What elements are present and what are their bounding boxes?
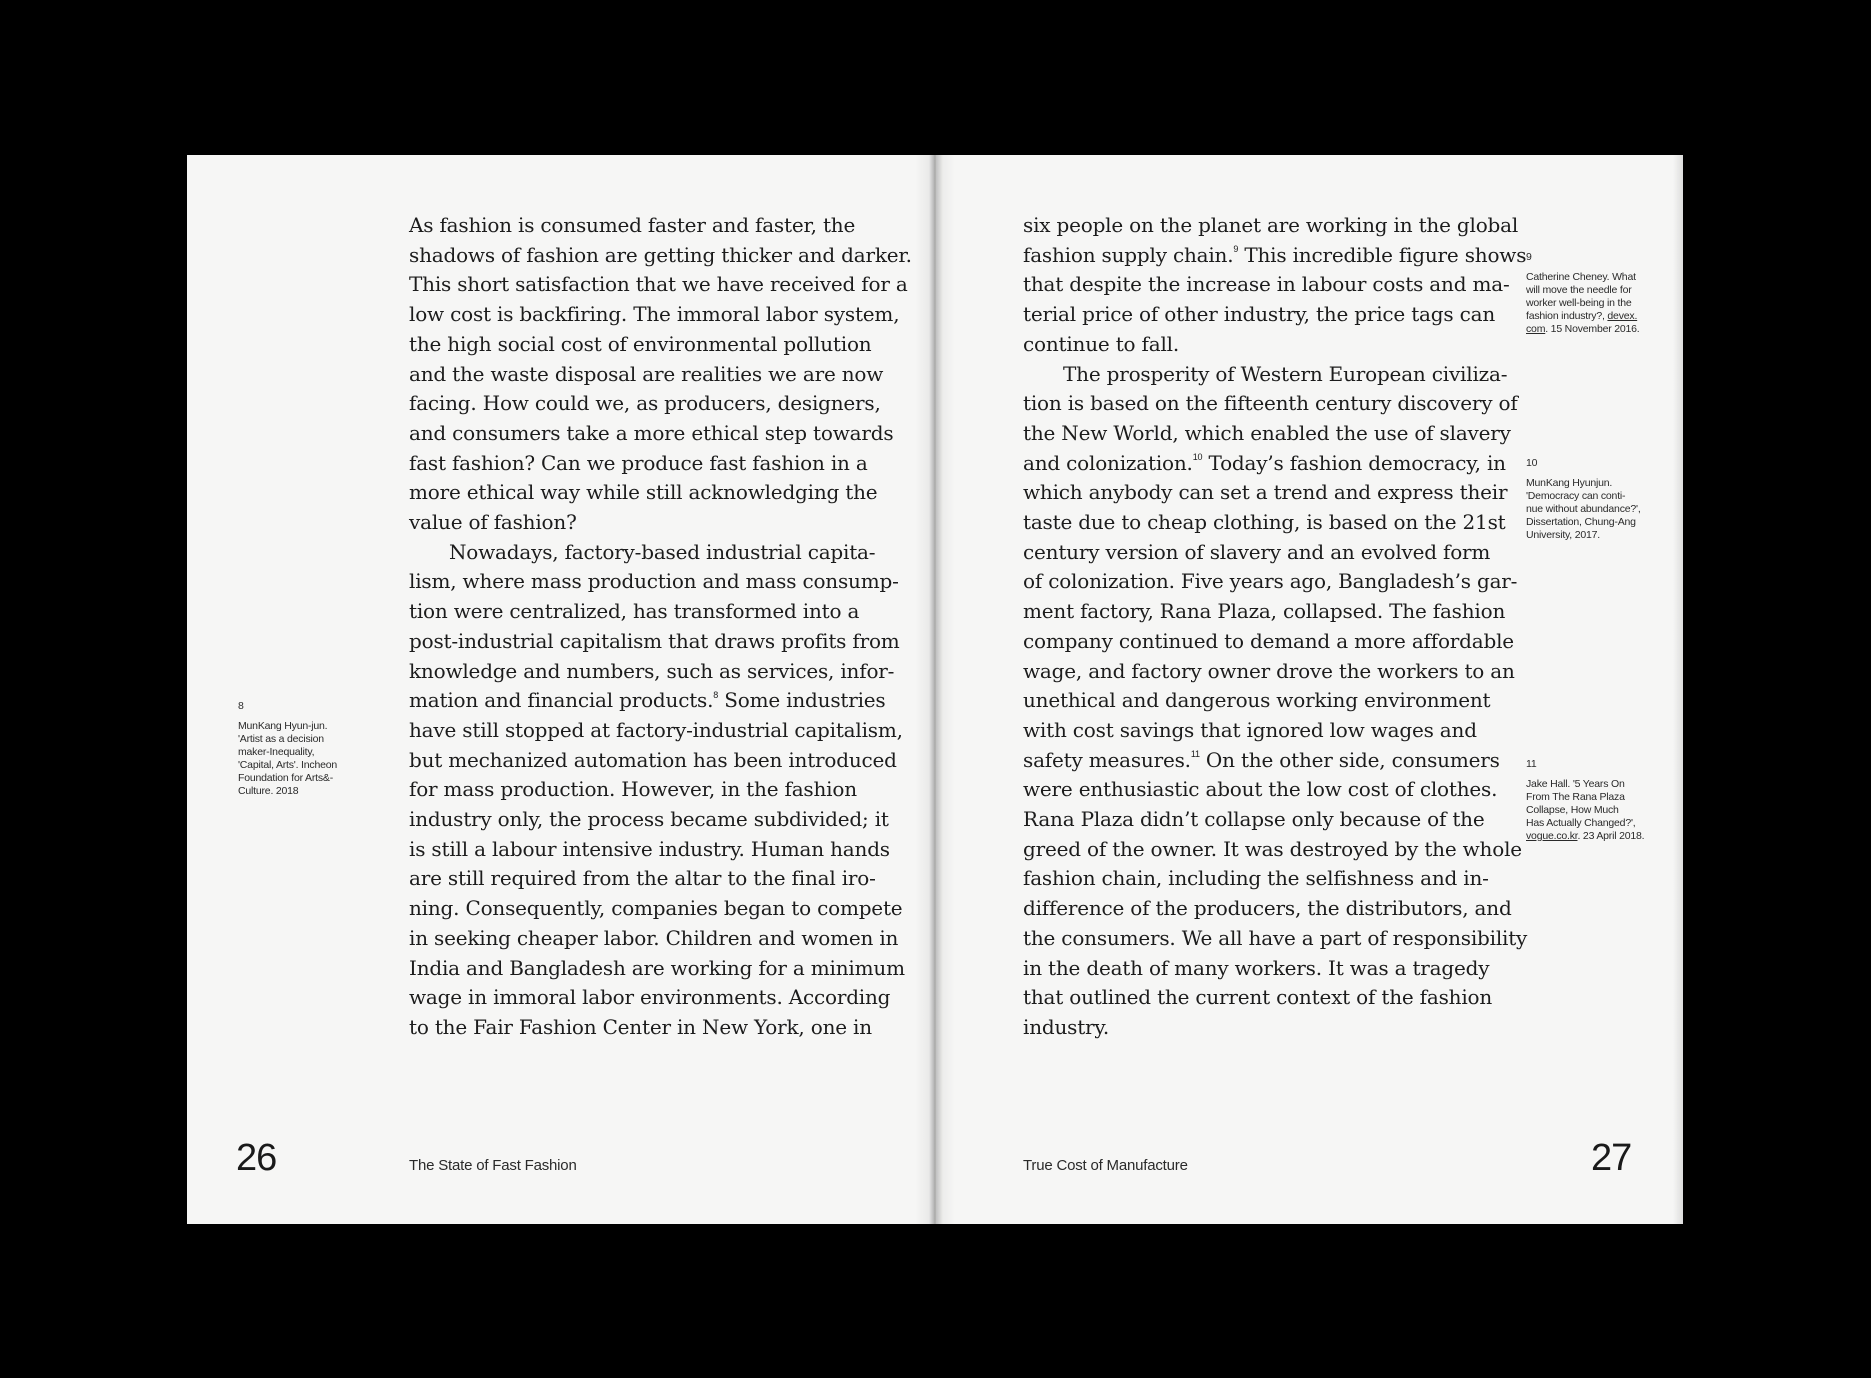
sidenote-line: Culture. 2018 <box>238 785 299 797</box>
text-line: unethical and dangerous working environment <box>1023 688 1491 713</box>
text-line: industry. <box>1023 1014 1110 1039</box>
source-link-devex[interactable]: devex. <box>1607 310 1638 322</box>
sidenote-line: worker well-being in the <box>1526 297 1632 309</box>
text-line: continue to fall. <box>1023 331 1180 356</box>
text-segment: This incredible figure shows <box>1238 242 1527 267</box>
page-number-right: 27 <box>1591 1137 1632 1179</box>
footnote-marker-8: 8 <box>713 689 719 700</box>
text-line: value of fashion? <box>409 510 577 535</box>
paragraph-1 <box>409 211 912 538</box>
text-line: of colonization. Five years ago, Bangladesh’s gar- <box>1023 569 1518 594</box>
text-line: company continued to demand a more affordable <box>1023 628 1514 653</box>
text-line: This short satisfaction that we have received for a <box>409 272 908 297</box>
text-line: in seeking cheaper labor. Children and women in <box>409 925 899 950</box>
sidenote-line: 'Democracy can conti- <box>1526 490 1626 502</box>
text-line: post-industrial capitalism that draws profits from <box>409 628 900 653</box>
text-line: the consumers. We all have a part of responsibility <box>1023 925 1528 950</box>
text-line: to the Fair Fashion Center in New York, one in <box>409 1014 872 1039</box>
text-line: ning. Consequently, companies began to compete <box>409 896 903 921</box>
text-line: the high social cost of environmental pollution <box>409 331 872 356</box>
sidenote-8 <box>238 700 337 798</box>
text-line: knowledge and numbers, such as services, infor- <box>409 658 895 683</box>
text-line: are still required from the altar to the final iro- <box>409 866 876 891</box>
text-line: wage in immoral labor environments. According <box>409 985 891 1010</box>
sidenote-line: Catherine Cheney. What <box>1526 271 1636 283</box>
paragraph-2 <box>409 538 912 1043</box>
sidenote-line: maker-Inequality, <box>238 746 315 758</box>
text-segment: On the other side, consumers <box>1199 747 1500 772</box>
sidenote-number: 10 <box>1526 457 1538 469</box>
text-line: facing. How could we, as producers, designers, <box>409 391 881 416</box>
text-line: wage, and factory owner drove the workers to an <box>1023 658 1515 683</box>
text-line: The prosperity of Western European civiliza- <box>1063 361 1508 386</box>
running-title-right: True Cost of Manufacture <box>1023 1157 1188 1174</box>
text-segment: and colonization. <box>1023 450 1193 475</box>
sidenote-line: will move the needle for <box>1526 284 1632 296</box>
text-line: more ethical way while still acknowledging the <box>409 480 878 505</box>
running-title-left: The State of Fast Fashion <box>409 1157 577 1174</box>
sidenote-line: Collapse, How Much <box>1526 804 1619 816</box>
text-line: century version of slavery and an evolved form <box>1023 539 1491 564</box>
sidenote-line: nue without abundance?', <box>1526 503 1641 515</box>
text-line: difference of the producers, the distributors, and <box>1023 896 1512 921</box>
book-spread <box>187 155 1683 1224</box>
sidenote-line: Dissertation, Chung-Ang <box>1526 516 1636 528</box>
text-line <box>409 686 912 716</box>
text-line: for mass production. However, in the fashion <box>409 777 857 802</box>
sidenote-line: MunKang Hyunjun. <box>1526 477 1613 489</box>
text-segment: . 15 November 2016. <box>1545 323 1640 335</box>
right-body-text <box>1023 211 1527 1043</box>
footnote-marker-10: 10 <box>1192 451 1203 462</box>
text-line: greed of the owner. It was destroyed by the whole <box>1023 836 1522 861</box>
text-segment: fashion industry?, <box>1526 310 1608 322</box>
sidenote-line: From The Rana Plaza <box>1526 791 1625 803</box>
text-line <box>1023 449 1527 479</box>
sidenote-line: University, 2017. <box>1526 529 1601 541</box>
sidenote-number: 11 <box>1526 758 1537 770</box>
text-segment: Some industries <box>718 688 886 713</box>
text-line: that outlined the current context of the fashion <box>1023 985 1493 1010</box>
text-line <box>1023 746 1527 776</box>
text-line: with cost savings that ignored low wages and <box>1023 717 1477 742</box>
sidenote-10 <box>1526 457 1641 542</box>
source-link-vogue[interactable]: vogue.co.kr <box>1526 830 1578 842</box>
text-line: shadows of fashion are getting thicker and darker. <box>409 242 912 267</box>
text-line: that despite the increase in labour costs and ma- <box>1023 272 1510 297</box>
text-line: have still stopped at factory-industrial capitalism, <box>409 717 903 742</box>
text-line <box>1023 241 1527 271</box>
sidenote-line: 'Capital, Arts'. Incheon <box>238 759 338 771</box>
sidenote-line <box>1526 323 1640 336</box>
text-line: Nowadays, factory-based industrial capita- <box>449 539 876 564</box>
text-segment: mation and financial products. <box>409 688 714 713</box>
text-line: fast fashion? Can we produce fast fashion in a <box>409 450 868 475</box>
sidenote-line: MunKang Hyun-jun. <box>238 720 328 732</box>
left-page <box>187 155 935 1224</box>
text-segment: . 23 April 2018. <box>1577 830 1645 842</box>
text-line: which anybody can set a trend and express their <box>1023 480 1508 505</box>
text-line: low cost is backfiring. The immoral labor system, <box>409 302 900 327</box>
text-line: taste due to cheap clothing, is based on the 21st <box>1023 510 1506 535</box>
text-line: in the death of many workers. It was a tragedy <box>1023 955 1490 980</box>
text-segment: Today’s fashion democracy, in <box>1202 450 1506 475</box>
text-line: As fashion is consumed faster and faster, the <box>409 213 856 237</box>
text-line: but mechanized automation has been introduced <box>409 747 897 772</box>
text-segment: fashion supply chain. <box>1023 242 1234 267</box>
text-line: were enthusiastic about the low cost of clothes. <box>1023 777 1498 802</box>
text-line: India and Bangladesh are working for a minimum <box>409 955 905 980</box>
text-line: terial price of other industry, the price tags can <box>1023 302 1496 327</box>
sidenote-line: Has Actually Changed?', <box>1526 817 1636 829</box>
left-body-text <box>409 211 912 1043</box>
text-line: ment factory, Rana Plaza, collapsed. The fashion <box>1023 599 1506 624</box>
footnote-marker-9: 9 <box>1233 244 1239 255</box>
sidenote-number: 8 <box>238 700 244 712</box>
sidenote-line: Jake Hall. '5 Years On <box>1526 778 1625 790</box>
text-line: industry only, the process became subdivided; it <box>409 807 889 832</box>
page-edge-shadow <box>1673 155 1683 1224</box>
source-link-devex-com[interactable]: com <box>1526 323 1546 335</box>
text-line: Rana Plaza didn’t collapse only because of the <box>1023 807 1485 832</box>
footnote-marker-11: 11 <box>1190 749 1200 759</box>
sidenote-line: Foundation for Arts&- <box>238 772 334 784</box>
text-line: tion is based on the fifteenth century discovery of <box>1023 391 1518 416</box>
sidenote-9 <box>1526 251 1640 336</box>
sidenote-line: 'Artist as a decision <box>238 733 324 745</box>
text-segment: safety measures. <box>1023 747 1191 772</box>
text-line: fashion chain, including the selfishness and in- <box>1023 866 1489 891</box>
sidenote-line <box>1526 310 1640 323</box>
text-line: tion were centralized, has transformed into a <box>409 599 860 624</box>
sidenote-number: 9 <box>1526 251 1532 263</box>
sidenote-line <box>1526 830 1644 843</box>
sidenote-11 <box>1526 758 1644 843</box>
text-line: and consumers take a more ethical step towards <box>409 420 894 445</box>
text-line: and the waste disposal are realities we are now <box>409 361 884 386</box>
text-line: six people on the planet are working in the global <box>1023 213 1519 237</box>
text-line: lism, where mass production and mass consump- <box>409 569 899 594</box>
text-line: is still a labour intensive industry. Human hands <box>409 836 890 861</box>
page-number-left: 26 <box>236 1137 277 1179</box>
text-line: the New World, which enabled the use of slavery <box>1023 420 1511 445</box>
right-page <box>935 155 1683 1224</box>
